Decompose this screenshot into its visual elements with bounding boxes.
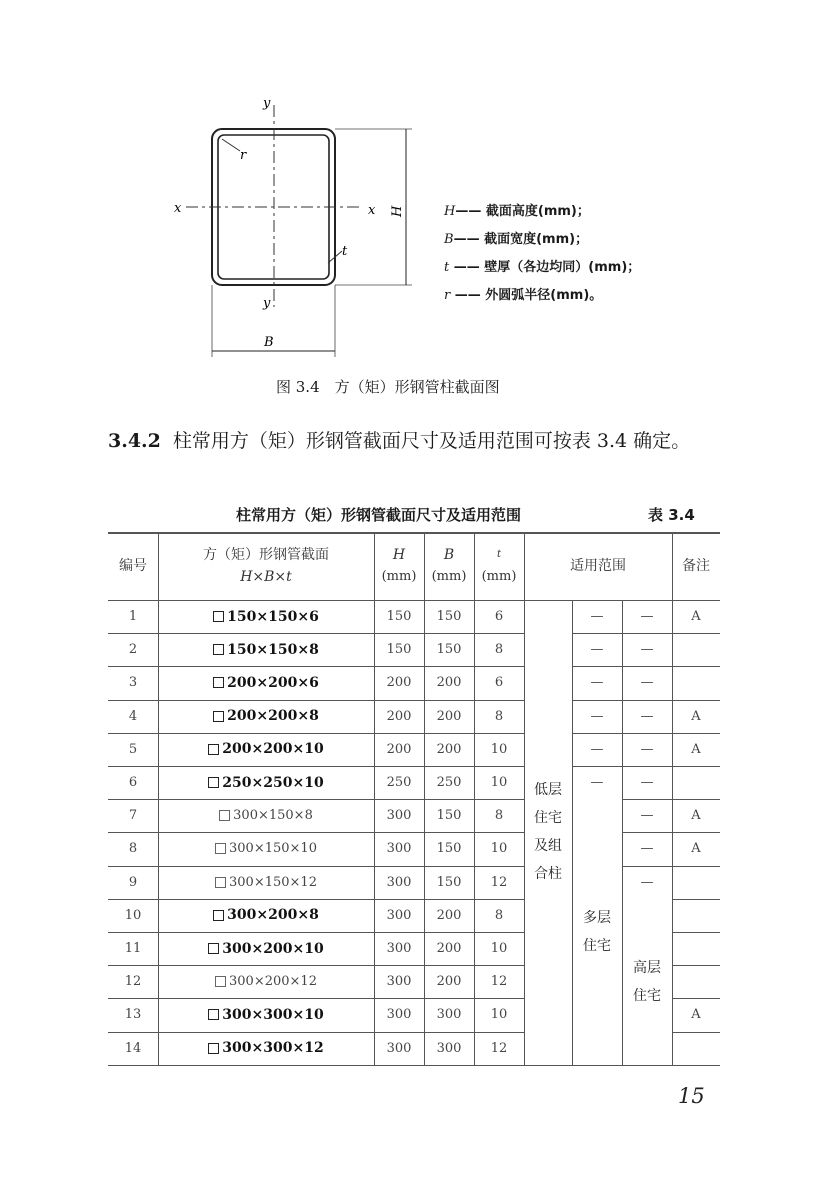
table-row-no [108,700,158,733]
square-tube-icon [208,943,219,954]
cell-text: 合柱 [534,866,562,883]
table-row-no [108,633,158,666]
table-row-no [108,799,158,832]
cell-text: 及组 [534,838,562,855]
cell-text: 8 [494,808,504,824]
cell-text: 200 [436,974,462,990]
cell-text: 住宅 [633,987,661,1004]
cell-text: 150×150×8 [227,641,319,658]
legend-h: H—— 截面高度(mm)； [444,204,590,219]
table-row-section [158,600,374,633]
table-row-section [158,666,374,699]
cell-text: 150 [436,808,462,824]
cell-text: 编号 [119,558,147,574]
table-row-section [158,633,374,666]
cell-text: 12 [490,1040,508,1056]
cell-text: — [590,775,604,791]
table-row-no [108,733,158,766]
cell-text: A [691,609,701,625]
table-row-h [374,666,424,699]
table-row-b [424,733,474,766]
cell-text: 住宅 [583,937,611,954]
square-tube-icon [219,810,230,821]
x-left-label: x [174,201,182,216]
cell-text: 适用范围 [570,558,626,574]
table-row-h [374,1032,424,1065]
table-row-note [672,799,720,832]
cell-text: 300×150×10 [229,841,317,857]
cell-text: — [640,874,654,890]
table-rule [424,532,425,1065]
table-row-note [672,832,720,865]
scope-dash [622,600,672,633]
table-rule [108,733,524,734]
table-row-h [374,932,424,965]
table-rule [108,666,524,667]
table-rule [622,766,672,767]
table-row-h [374,700,424,733]
cell-text: — [590,642,604,658]
cell-text: 300×200×8 [227,907,319,924]
table-rule [622,733,672,734]
table-rule [108,965,524,966]
square-tube-icon [208,1009,219,1020]
scope-dash [572,700,622,733]
table-row-section [158,998,374,1031]
cell-text: 6 [494,675,504,691]
scope-dash [622,832,672,865]
cell-text: — [640,642,654,658]
cell-text: 300×200×10 [222,940,324,957]
table-rule [158,532,159,1065]
table-row-b [424,799,474,832]
table-row-b [424,998,474,1031]
scope-group-0 [524,600,572,1065]
cell-text: B [443,547,455,563]
cell-text: 300 [436,1040,462,1056]
table-rule [622,666,672,667]
square-tube-icon [213,711,224,722]
table-rule [672,633,720,634]
cell-text: 150 [386,609,412,625]
header-no [108,532,158,600]
scope-dash [572,600,622,633]
cell-text: A [691,1007,701,1023]
cell-text: 300×200×12 [229,974,317,990]
cell-text: 1 [128,609,138,625]
table-row-section [158,965,374,998]
table-row-b [424,932,474,965]
cell-text: 250 [436,775,462,791]
cell-text: 300×150×12 [229,874,317,890]
cell-text: A [691,808,701,824]
cell-text: 10 [490,1007,508,1023]
table-row-t [474,600,524,633]
table-row-h [374,733,424,766]
square-tube-icon [208,1043,219,1054]
table-row-t [474,799,524,832]
table-row-note [672,998,720,1031]
cell-text: 300 [386,808,412,824]
header-t [474,532,524,600]
table-row-t [474,766,524,799]
cell-text: (mm) [431,569,467,584]
section-size-table [108,532,720,1064]
cell-text: 300 [386,907,412,923]
table-row-section [158,932,374,965]
table-row-t [474,666,524,699]
cell-text: 200×200×8 [227,708,319,725]
cell-text: 200×200×10 [222,741,324,758]
table-row-no [108,766,158,799]
table-row-h [374,799,424,832]
table-row-h [374,600,424,633]
table-row-b [424,766,474,799]
table-row-b [424,832,474,865]
cell-text: — [640,675,654,691]
cell-text: 200 [436,907,462,923]
table-row-t [474,899,524,932]
table-row-section [158,1032,374,1065]
cell-text: 150 [436,874,462,890]
table-rule [108,700,524,701]
cell-text: 高层 [633,959,661,976]
table-rule [672,700,720,701]
table-row-section [158,700,374,733]
table-rule [524,532,525,1065]
cell-text: 备注 [682,558,710,574]
table-rule [108,799,524,800]
cell-text: 300 [386,1007,412,1023]
scope-dash [572,633,622,666]
cell-text: 12 [490,874,508,890]
cell-text: — [640,841,654,857]
scope-group-1 [572,799,622,1065]
cell-text: 300×300×10 [222,1006,324,1023]
cell-text: 250×250×10 [222,774,324,791]
table-rule [622,600,623,1065]
table-row-h [374,965,424,998]
cell-text: 300 [386,974,412,990]
cell-text: — [590,741,604,757]
cell-text: 300×150×8 [233,808,313,824]
square-tube-icon [208,777,219,788]
table-row-b [424,965,474,998]
h-label: H [390,205,405,217]
square-tube-icon [213,611,224,622]
b-label: B [264,335,274,350]
cell-text: — [590,675,604,691]
cell-text: — [640,708,654,724]
table-rule [672,965,720,966]
table-row-no [108,866,158,899]
cell-text: 200 [386,741,412,757]
cell-text: 2 [128,642,138,658]
header-b [424,532,474,600]
table-rule [108,1032,524,1033]
cell-text: 11 [124,941,142,957]
table-row-h [374,998,424,1031]
clause-number: 3.4.2 [108,430,161,452]
cell-text: 10 [490,941,508,957]
square-tube-icon [208,744,219,755]
cell-text: A [691,741,701,757]
table-row-h [374,899,424,932]
table-row-t [474,998,524,1031]
table-rule [108,899,524,900]
cell-text: 200 [436,741,462,757]
scope-dash [622,633,672,666]
cell-text: A [691,841,701,857]
cell-text: H×B×t [240,569,292,585]
table-row-b [424,899,474,932]
scope-dash [622,733,672,766]
cell-text: 7 [128,808,138,824]
table-row-t [474,932,524,965]
table-row-t [474,965,524,998]
cell-text: 5 [128,741,138,757]
cell-text: 300 [386,874,412,890]
cell-text: t [496,549,502,560]
table-rule [572,600,573,1065]
cell-text: 6 [494,609,504,625]
cell-text: 8 [494,642,504,658]
cell-text: 10 [490,775,508,791]
cell-text: 300×300×12 [222,1040,324,1057]
clause-text: 柱常用方（矩）形钢管截面尺寸及适用范围可按表 3.4 确定。 [172,430,691,452]
square-tube-icon [215,976,226,987]
legend-t: t —— 壁厚（各边均同）(mm)； [444,260,641,275]
table-row-no [108,832,158,865]
cell-text: 9 [128,874,138,890]
table-row-section [158,899,374,932]
cell-text: 8 [128,841,138,857]
clause-paragraph [108,424,708,458]
cell-text: 低层 [534,782,562,799]
table-rule [672,932,720,933]
cell-text: 150 [386,642,412,658]
cell-text: — [590,708,604,724]
table-row-h [374,633,424,666]
scope-dash [622,799,672,832]
radius-leader [222,139,240,151]
y-top-label: y [263,96,271,111]
table-rule [108,766,524,767]
table-row-section [158,832,374,865]
table-row-no [108,998,158,1031]
cell-text: 200 [386,675,412,691]
table-row-section [158,766,374,799]
table-rule [672,666,720,667]
t-label: t [342,244,348,259]
table-row-t [474,832,524,865]
table-rule [572,700,622,701]
cell-text: 150×150×6 [227,608,319,625]
table-rule [108,866,524,867]
table-rule [672,899,720,900]
section-figure [160,95,680,365]
cell-text: — [590,609,604,625]
table-rule [622,832,672,833]
table-row-t [474,633,524,666]
r-label: r [240,148,247,163]
cell-text: 150 [436,609,462,625]
cell-text: 3 [128,675,138,691]
square-tube-icon [215,843,226,854]
cell-text: 300 [436,1007,462,1023]
table-row-h [374,832,424,865]
table-rule [672,766,720,767]
table-rule [622,633,672,634]
table-row-note [672,733,720,766]
table-rule [572,666,622,667]
y-bottom-label: y [263,296,271,311]
table-row-no [108,666,158,699]
table-rule [108,600,720,601]
table-rule [572,633,622,634]
scope-dash [572,733,622,766]
scope-dash [622,766,672,799]
table-rule [374,532,375,1065]
cell-text: 4 [128,708,138,724]
cell-text: 300 [386,941,412,957]
header-scope [524,532,672,600]
square-tube-icon [215,877,226,888]
scope-dash [572,666,622,699]
cell-text: 方（矩）形钢管截面 [203,547,329,563]
table-rule [672,1032,720,1033]
table-row-section [158,799,374,832]
header-h [374,532,424,600]
table-rule [108,1065,720,1067]
cell-text: 10 [490,741,508,757]
table-rule [108,832,524,833]
table-number: 表 3.4 [648,506,695,524]
cell-text: 200 [436,941,462,957]
table-rule [672,532,673,1065]
scope-dash [622,866,672,899]
table-row-section [158,733,374,766]
table-row-t [474,733,524,766]
legend-b: B—— 截面宽度(mm)； [444,232,589,247]
cell-text: 150 [436,841,462,857]
table-row-b [424,700,474,733]
table-rule [108,932,524,933]
cell-text: — [640,741,654,757]
table-row-b [424,1032,474,1065]
cell-text: (mm) [481,569,517,584]
scope-dash [622,666,672,699]
cell-text: 12 [124,974,142,990]
cell-text: 8 [494,907,504,923]
table-rule [572,733,622,734]
table-row-t [474,866,524,899]
cell-text: A [691,708,701,724]
table-row-no [108,1032,158,1065]
cell-text: 14 [124,1040,142,1056]
table-row-no [108,600,158,633]
table-rule [108,998,524,999]
table-row-no [108,932,158,965]
cell-text: H [392,547,406,563]
cell-text: 200 [386,708,412,724]
table-row-no [108,899,158,932]
square-tube-icon [213,644,224,655]
cell-text: — [640,775,654,791]
cell-text: 住宅 [534,810,562,827]
scope-dash [572,766,622,799]
page-number: 15 [678,1084,705,1108]
header-section [158,532,374,600]
scope-group-2 [622,899,672,1065]
table-row-h [374,766,424,799]
table-row-note [672,700,720,733]
table-rule [108,532,720,534]
table-rule [474,532,475,1065]
scope-dash [622,700,672,733]
table-rule [672,866,720,867]
cell-text: — [640,808,654,824]
cell-text: 12 [490,974,508,990]
x-right-label: x [368,203,376,218]
table-rule [672,998,720,999]
table-rule [108,633,524,634]
cell-text: 8 [494,708,504,724]
table-row-section [158,866,374,899]
header-note [672,532,720,600]
table-rule [672,799,720,800]
cell-text: — [640,609,654,625]
table-row-b [424,600,474,633]
table-rule [622,700,672,701]
table-rule [672,832,720,833]
figure-caption: 图 3.4 方（矩）形钢管柱截面图 [276,378,500,396]
cell-text: 200×200×6 [227,674,319,691]
table-row-b [424,866,474,899]
table-rule [572,766,622,767]
table-row-note [672,600,720,633]
cell-text: 13 [124,1007,142,1023]
table-rule [622,866,672,867]
table-row-b [424,633,474,666]
cell-text: 300 [386,1040,412,1056]
cell-text: 多层 [583,909,611,926]
table-row-h [374,866,424,899]
square-tube-icon [213,677,224,688]
cell-text: 250 [386,775,412,791]
cell-text: (mm) [381,569,417,584]
cell-text: 6 [128,775,138,791]
table-row-b [424,666,474,699]
table-rule [622,799,672,800]
tube-section-diagram [160,95,680,365]
cell-text: 10 [490,841,508,857]
table-rule [672,733,720,734]
cell-text: 10 [124,907,142,923]
table-title: 柱常用方（矩）形钢管截面尺寸及适用范围 [236,506,522,524]
cell-text: 300 [386,841,412,857]
table-row-no [108,965,158,998]
table-row-t [474,700,524,733]
cell-text: 200 [436,708,462,724]
legend-r: r —— 外圆弧半径(mm)。 [444,288,603,303]
square-tube-icon [213,910,224,921]
cell-text: 150 [436,642,462,658]
cell-text: 200 [436,675,462,691]
table-row-t [474,1032,524,1065]
